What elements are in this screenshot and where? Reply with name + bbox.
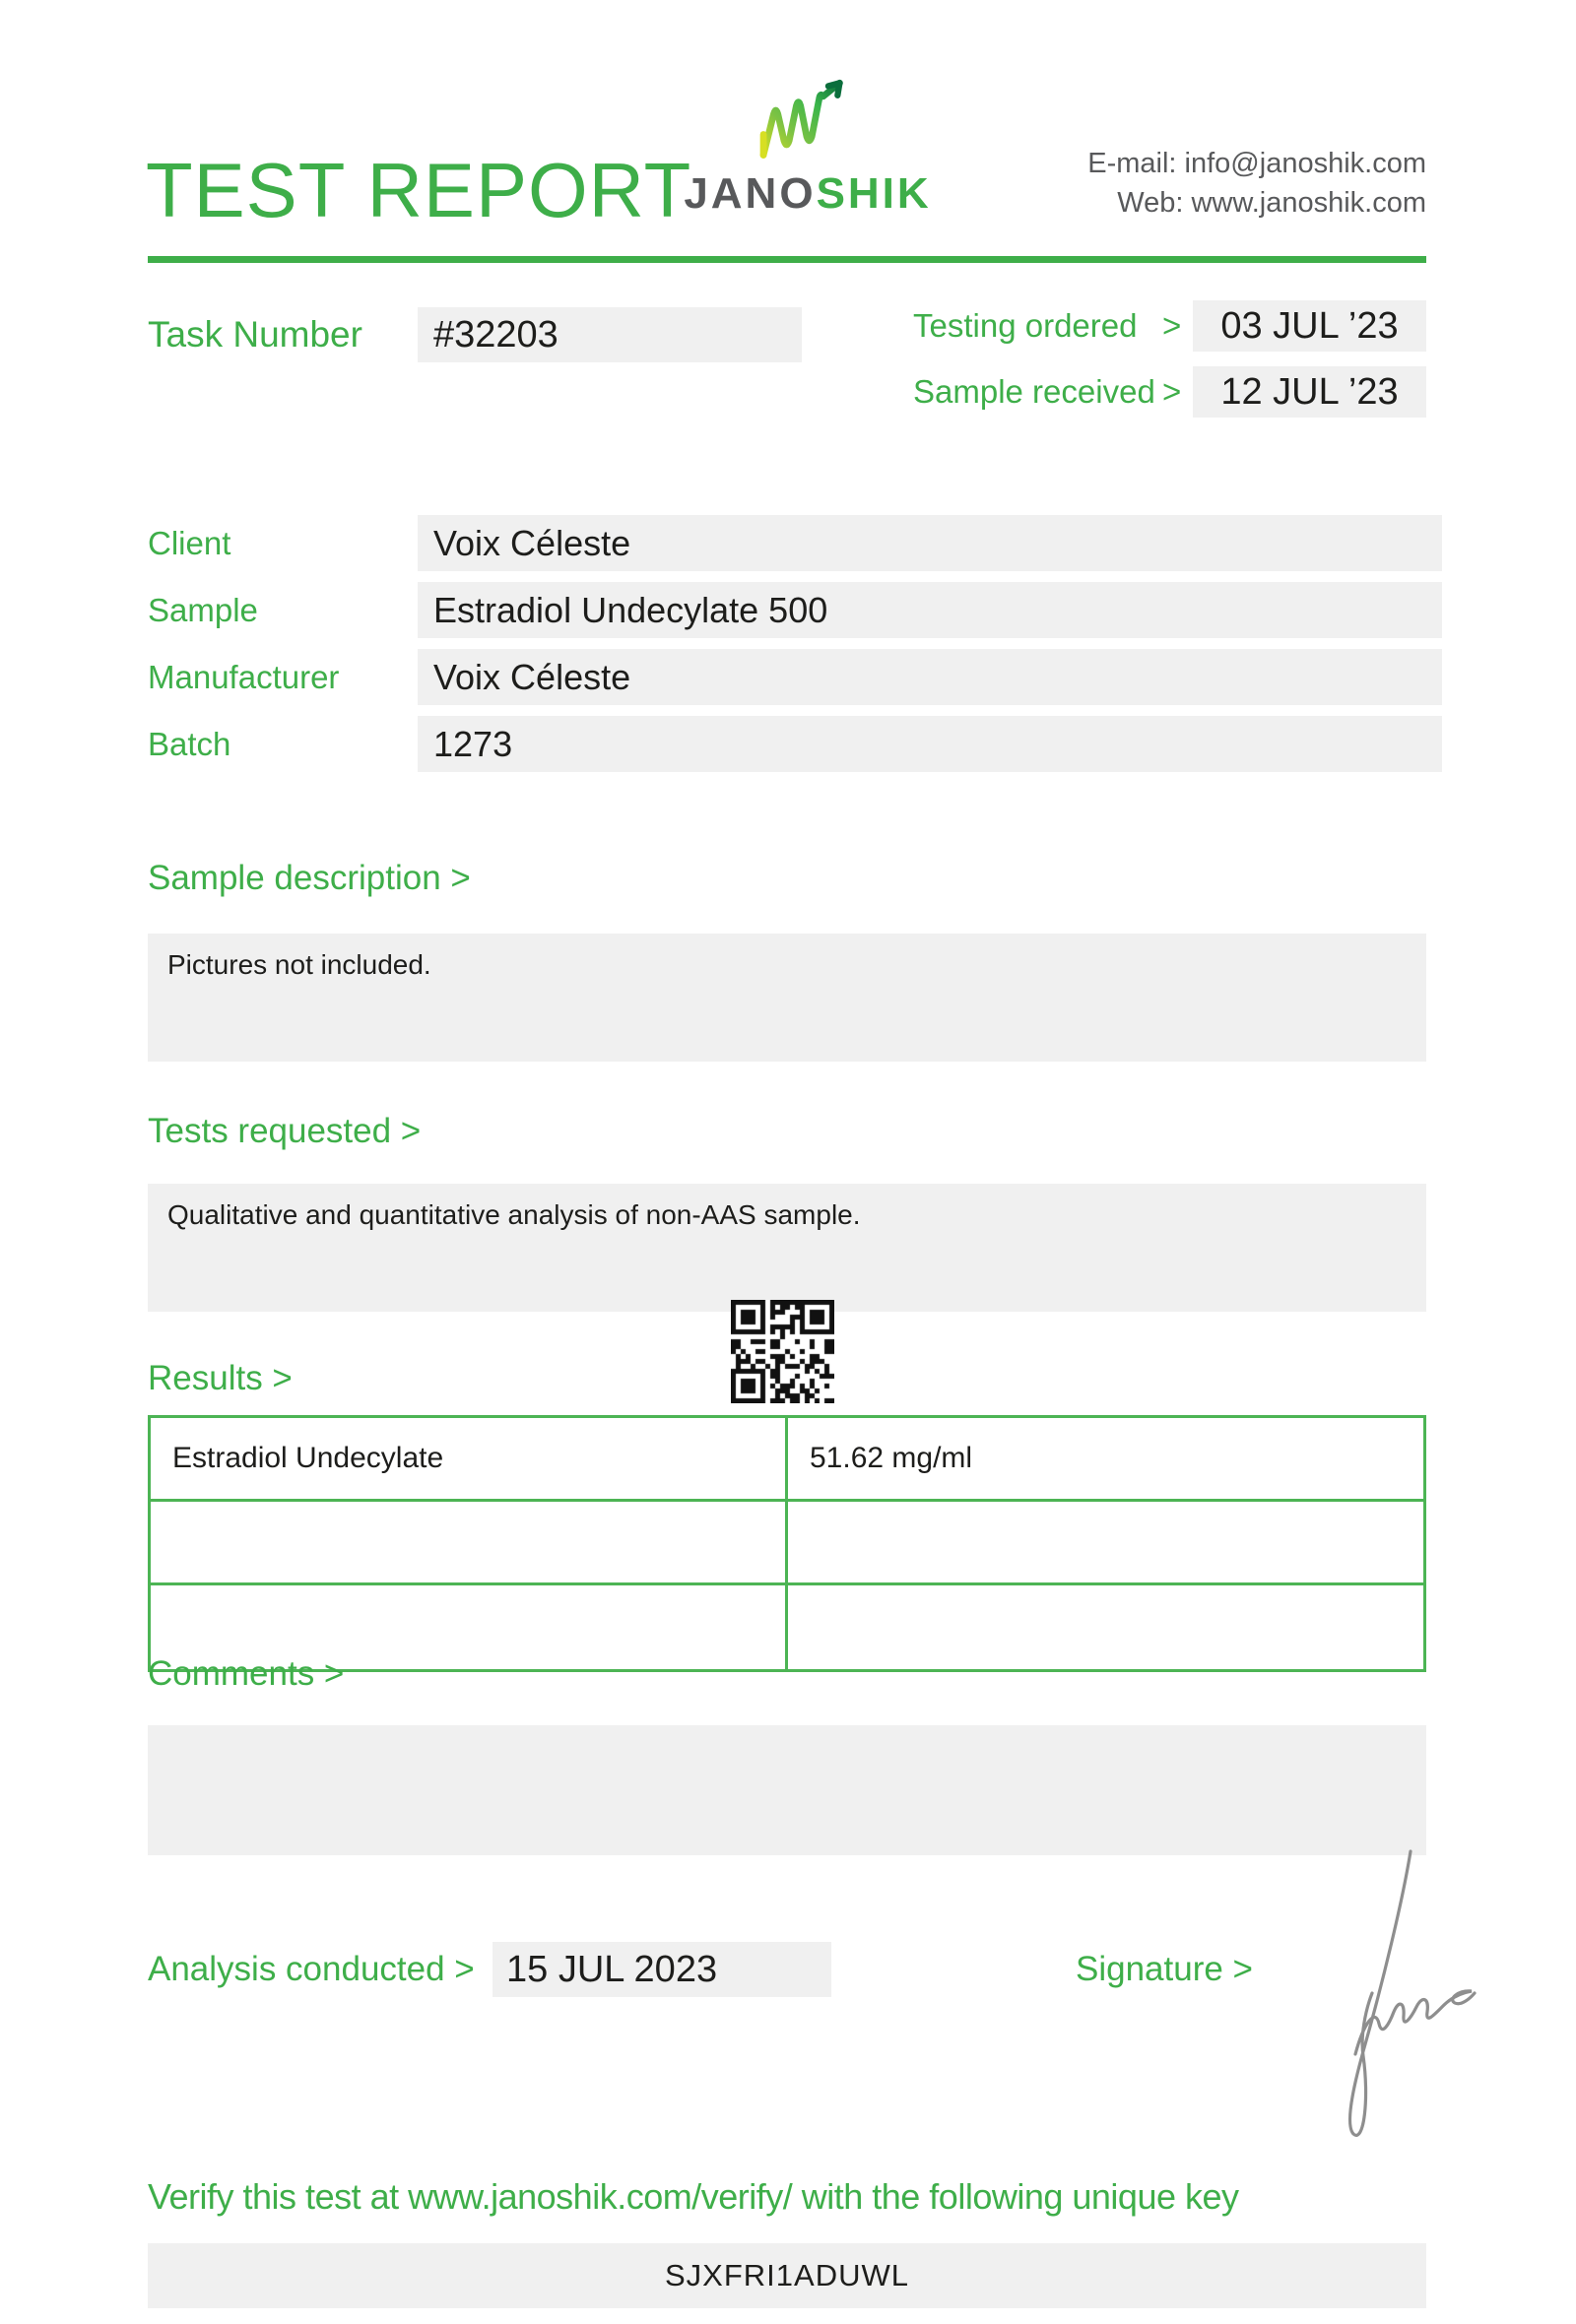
table-row <box>151 1418 1423 1502</box>
task-number-label: Task Number <box>148 314 362 355</box>
sample-received-value: 12 JUL ’23 <box>1193 366 1426 418</box>
result-name-cell <box>151 1502 788 1582</box>
sample-description-box: Pictures not included. <box>148 934 1426 1062</box>
manufacturer-label: Manufacturer <box>148 658 340 695</box>
contact-info <box>985 144 1426 223</box>
table-row <box>151 1502 1423 1585</box>
brand-wordmark <box>680 169 936 219</box>
wordmark-jano: JANO <box>684 169 817 218</box>
sample-description-heading: Sample description > <box>148 859 471 897</box>
page-title: TEST REPORT <box>146 147 692 233</box>
comments-heading: Comments > <box>148 1654 345 1693</box>
result-value-cell: 51.62 mg/ml <box>810 1442 973 1474</box>
result-name-cell: Estradiol Undecylate <box>151 1418 788 1499</box>
verify-key-box <box>148 2243 1426 2308</box>
chevron-icon: > <box>1162 373 1182 410</box>
verify-text: Verify this test at www.janoshik.com/verify/ with the following unique key <box>148 2176 1239 2217</box>
header-rule <box>148 256 1426 263</box>
brand-logo <box>680 77 936 225</box>
tests-requested-box: Qualitative and quantitative analysis of non-AAS sample. <box>148 1184 1426 1312</box>
testing-ordered-value: 03 JUL ’23 <box>1193 300 1426 352</box>
signature-label: Signature > <box>1076 1950 1253 1988</box>
batch-label: Batch <box>148 725 231 762</box>
qr-code <box>731 1300 834 1403</box>
manufacturer-value: Voix Céleste <box>418 649 1442 705</box>
analysis-date-value: 15 JUL 2023 <box>492 1942 831 1997</box>
wordmark-shik: SHIK <box>816 169 932 218</box>
sample-received-label: Sample received <box>913 373 1155 410</box>
email-line: E-mail: info@janoshik.com <box>1087 148 1426 179</box>
verify-key: SJXFRI1ADUWL <box>665 2258 909 2292</box>
tests-requested-heading: Tests requested > <box>148 1112 422 1150</box>
testing-ordered-label: Testing ordered <box>913 307 1138 344</box>
signature-image <box>1300 1843 1487 2149</box>
batch-value: 1273 <box>418 716 1442 772</box>
web-line: Web: www.janoshik.com <box>1117 187 1426 219</box>
task-number-value: #32203 <box>418 307 802 362</box>
comments-box <box>148 1725 1426 1855</box>
result-value-cell <box>788 1502 1423 1582</box>
client-value: Voix Céleste <box>418 515 1442 571</box>
chart-arrow-icon <box>749 77 867 167</box>
results-table <box>148 1415 1426 1672</box>
result-value-cell <box>788 1585 1423 1669</box>
analysis-conducted-label: Analysis conducted > <box>148 1950 475 1988</box>
client-label: Client <box>148 524 231 561</box>
results-heading: Results > <box>148 1359 293 1397</box>
sample-value: Estradiol Undecylate 500 <box>418 582 1442 638</box>
sample-label: Sample <box>148 591 258 628</box>
chevron-icon: > <box>1162 307 1182 344</box>
